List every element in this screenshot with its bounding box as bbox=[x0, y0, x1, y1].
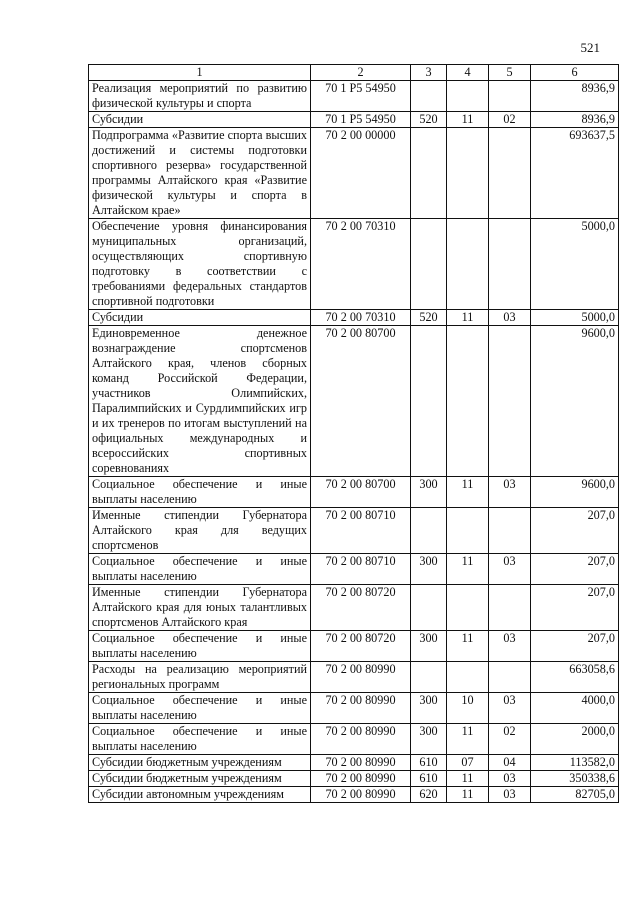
page-number: 521 bbox=[580, 40, 600, 55]
row-code: 70 2 00 80990 bbox=[311, 771, 411, 787]
row-amount: 8936,9 bbox=[531, 81, 619, 112]
row-section: 11 bbox=[447, 310, 489, 326]
row-code: 70 2 00 80700 bbox=[311, 326, 411, 477]
row-code: 70 2 00 70310 bbox=[311, 310, 411, 326]
row-code: 70 2 00 00000 bbox=[311, 128, 411, 219]
row-expense-type: 520 bbox=[411, 112, 447, 128]
row-amount: 5000,0 bbox=[531, 219, 619, 310]
row-subsection bbox=[489, 326, 531, 477]
row-expense-type bbox=[411, 81, 447, 112]
table-body bbox=[89, 81, 619, 803]
row-expense-type bbox=[411, 326, 447, 477]
table-row bbox=[89, 724, 619, 755]
row-code: 70 2 00 80710 bbox=[311, 508, 411, 554]
row-code: 70 2 00 80720 bbox=[311, 585, 411, 631]
table-row bbox=[89, 508, 619, 554]
row-amount: 5000,0 bbox=[531, 310, 619, 326]
row-section: 07 bbox=[447, 755, 489, 771]
row-name: Субсидии бюджетным учреждениям bbox=[89, 771, 311, 787]
row-subsection bbox=[489, 662, 531, 693]
header-col-2: 2 bbox=[311, 65, 411, 81]
table-row bbox=[89, 128, 619, 219]
table-row bbox=[89, 112, 619, 128]
row-amount: 693637,5 bbox=[531, 128, 619, 219]
row-name: Именные стипендии Губернатора Алтайского края для юных талантливых спортсменов Алтайского края bbox=[89, 585, 311, 631]
row-amount: 113582,0 bbox=[531, 755, 619, 771]
table-row bbox=[89, 693, 619, 724]
row-name: Социальное обеспечение и иные выплаты населению bbox=[89, 631, 311, 662]
table-row bbox=[89, 755, 619, 771]
row-subsection: 02 bbox=[489, 112, 531, 128]
row-subsection: 03 bbox=[489, 771, 531, 787]
table-row bbox=[89, 219, 619, 310]
row-code: 70 2 00 80990 bbox=[311, 787, 411, 803]
header-col-1: 1 bbox=[89, 65, 311, 81]
row-amount: 82705,0 bbox=[531, 787, 619, 803]
row-subsection bbox=[489, 81, 531, 112]
row-expense-type: 300 bbox=[411, 724, 447, 755]
row-code: 70 2 00 80990 bbox=[311, 724, 411, 755]
header-col-6: 6 bbox=[531, 65, 619, 81]
row-code: 70 1 P5 54950 bbox=[311, 81, 411, 112]
row-name: Реализация мероприятий по развитию физической культуры и спорта bbox=[89, 81, 311, 112]
table-row bbox=[89, 477, 619, 508]
table-row bbox=[89, 585, 619, 631]
row-expense-type bbox=[411, 662, 447, 693]
header-col-3: 3 bbox=[411, 65, 447, 81]
row-name: Единовременное денежное вознаграждение спортсменов Алтайского края, членов сборных команд Российской Федерации, участников Олимпийских, Паралимпийских и Сурдлимпийских игр и их тренеров по итогам выступлений на официальных международных и всероссийских спортивных соревнованиях bbox=[89, 326, 311, 477]
table-row bbox=[89, 662, 619, 693]
row-amount: 207,0 bbox=[531, 554, 619, 585]
header-row bbox=[89, 65, 619, 81]
row-name: Социальное обеспечение и иные выплаты населению bbox=[89, 693, 311, 724]
row-code: 70 2 00 70310 bbox=[311, 219, 411, 310]
row-section: 11 bbox=[447, 477, 489, 508]
row-name: Именные стипендии Губернатора Алтайского края для ведущих спортсменов bbox=[89, 508, 311, 554]
header-col-4: 4 bbox=[447, 65, 489, 81]
row-section: 11 bbox=[447, 112, 489, 128]
row-name: Обеспечение уровня финансирования муниципальных организаций, осуществляющих спортивную подготовку в соответствии с требованиями федеральных стандартов спортивной подготовки bbox=[89, 219, 311, 310]
table-row bbox=[89, 310, 619, 326]
row-name: Социальное обеспечение и иные выплаты населению bbox=[89, 477, 311, 508]
row-subsection bbox=[489, 585, 531, 631]
row-amount: 8936,9 bbox=[531, 112, 619, 128]
row-section: 10 bbox=[447, 693, 489, 724]
row-expense-type: 300 bbox=[411, 554, 447, 585]
row-name: Субсидии bbox=[89, 310, 311, 326]
table-row bbox=[89, 554, 619, 585]
row-section bbox=[447, 508, 489, 554]
row-section: 11 bbox=[447, 771, 489, 787]
row-section: 11 bbox=[447, 787, 489, 803]
row-subsection: 03 bbox=[489, 477, 531, 508]
row-amount: 350338,6 bbox=[531, 771, 619, 787]
row-subsection: 03 bbox=[489, 787, 531, 803]
row-amount: 9600,0 bbox=[531, 326, 619, 477]
table-row bbox=[89, 631, 619, 662]
row-expense-type: 300 bbox=[411, 693, 447, 724]
row-name: Социальное обеспечение и иные выплаты населению bbox=[89, 554, 311, 585]
row-amount: 9600,0 bbox=[531, 477, 619, 508]
header-col-5: 5 bbox=[489, 65, 531, 81]
row-subsection: 03 bbox=[489, 310, 531, 326]
row-name: Субсидии bbox=[89, 112, 311, 128]
row-code: 70 2 00 80990 bbox=[311, 662, 411, 693]
row-subsection bbox=[489, 508, 531, 554]
row-name: Субсидии бюджетным учреждениям bbox=[89, 755, 311, 771]
table-header bbox=[89, 65, 619, 81]
row-name: Субсидии автономным учреждениям bbox=[89, 787, 311, 803]
row-name: Расходы на реализацию мероприятий региональных программ bbox=[89, 662, 311, 693]
row-subsection: 04 bbox=[489, 755, 531, 771]
row-amount: 207,0 bbox=[531, 508, 619, 554]
row-code: 70 2 00 80720 bbox=[311, 631, 411, 662]
row-subsection: 03 bbox=[489, 693, 531, 724]
row-code: 70 2 00 80990 bbox=[311, 693, 411, 724]
table-row bbox=[89, 771, 619, 787]
row-section bbox=[447, 326, 489, 477]
row-section bbox=[447, 662, 489, 693]
row-section bbox=[447, 585, 489, 631]
row-section bbox=[447, 219, 489, 310]
row-section: 11 bbox=[447, 724, 489, 755]
row-subsection bbox=[489, 128, 531, 219]
row-amount: 4000,0 bbox=[531, 693, 619, 724]
row-name: Подпрограмма «Развитие спорта высших достижений и системы подготовки спортивного резерва» государственной программы Алтайского края «Развитие физической культуры и спорта в Алтайском крае» bbox=[89, 128, 311, 219]
row-subsection bbox=[489, 219, 531, 310]
row-section bbox=[447, 128, 489, 219]
table-row bbox=[89, 326, 619, 477]
row-name: Социальное обеспечение и иные выплаты населению bbox=[89, 724, 311, 755]
row-expense-type: 610 bbox=[411, 755, 447, 771]
row-expense-type: 620 bbox=[411, 787, 447, 803]
table-row bbox=[89, 81, 619, 112]
row-expense-type: 300 bbox=[411, 631, 447, 662]
row-amount: 207,0 bbox=[531, 631, 619, 662]
row-section bbox=[447, 81, 489, 112]
table-row bbox=[89, 787, 619, 803]
row-expense-type: 610 bbox=[411, 771, 447, 787]
row-subsection: 02 bbox=[489, 724, 531, 755]
row-amount: 207,0 bbox=[531, 585, 619, 631]
budget-table bbox=[88, 64, 619, 803]
row-code: 70 2 00 80710 bbox=[311, 554, 411, 585]
row-expense-type: 300 bbox=[411, 477, 447, 508]
row-expense-type bbox=[411, 128, 447, 219]
row-section: 11 bbox=[447, 554, 489, 585]
row-expense-type bbox=[411, 585, 447, 631]
row-expense-type: 520 bbox=[411, 310, 447, 326]
row-section: 11 bbox=[447, 631, 489, 662]
row-subsection: 03 bbox=[489, 631, 531, 662]
row-amount: 2000,0 bbox=[531, 724, 619, 755]
row-code: 70 2 00 80990 bbox=[311, 755, 411, 771]
row-amount: 663058,6 bbox=[531, 662, 619, 693]
row-expense-type bbox=[411, 219, 447, 310]
row-code: 70 1 P5 54950 bbox=[311, 112, 411, 128]
row-code: 70 2 00 80700 bbox=[311, 477, 411, 508]
row-expense-type bbox=[411, 508, 447, 554]
row-subsection: 03 bbox=[489, 554, 531, 585]
